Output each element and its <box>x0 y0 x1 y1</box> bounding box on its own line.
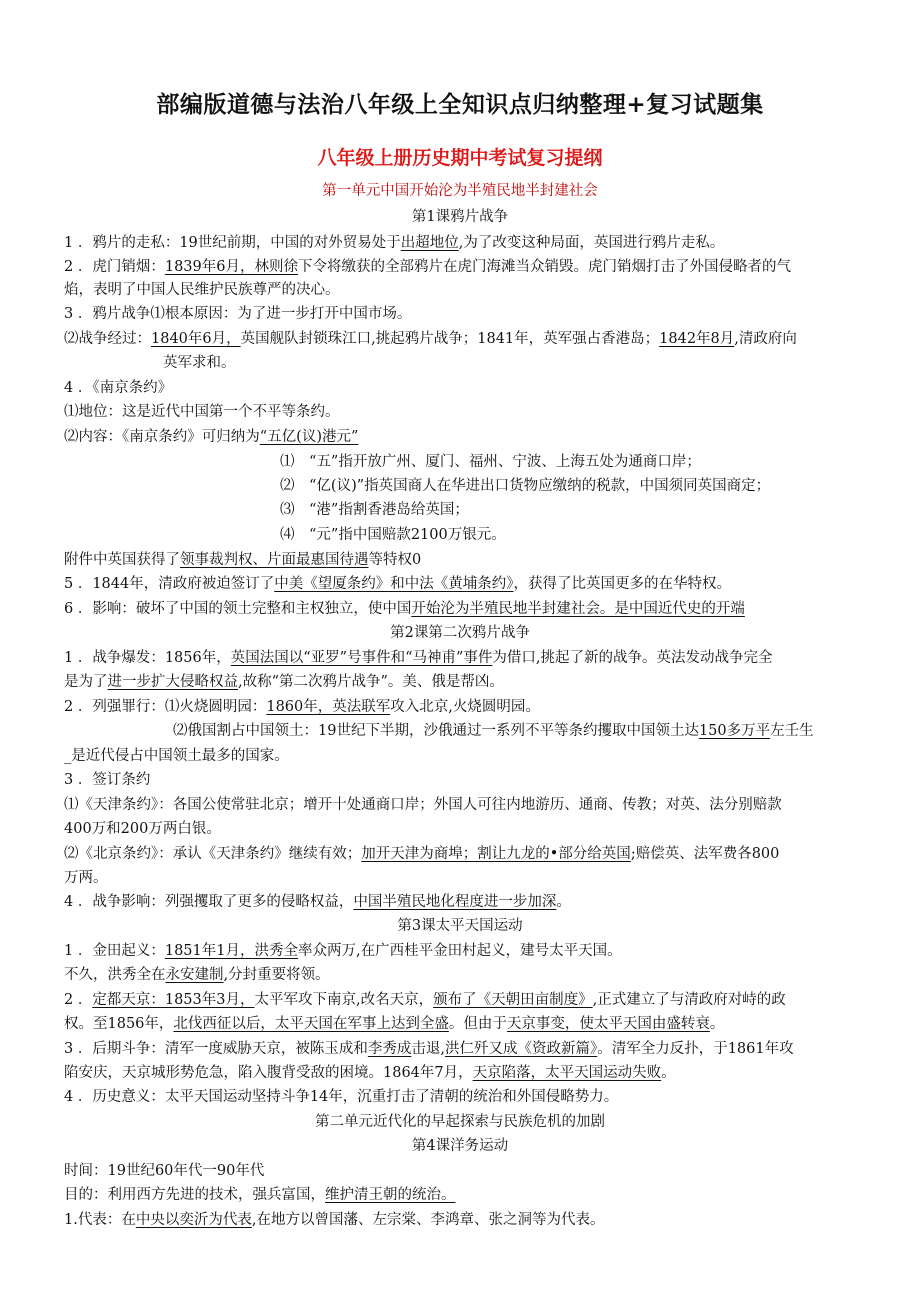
list-item: ⑵ “亿(议)”指英国商人在华进出口货物应缴纳的税款，中国须同英国商定； <box>280 478 771 494</box>
paragraph-line: 权。至1856年，北伐西征以后，太平天国在军事上达到全盛。但由于天京事变，使太平天国由盛转衰。 <box>64 1016 725 1032</box>
paragraph-line: 1.代表：在中央以奕沂为代表,在地方以曾国藩、左宗棠、李鸿章、张之洞等为代表。 <box>64 1212 605 1228</box>
list-item: ⑶ “港”指割香港岛给英国； <box>280 502 469 518</box>
paragraph-line: 4 ．历史意义：太平天国运动坚持斗争14年，沉重打击了清朝的统治和外国侵略势力。 <box>64 1089 619 1105</box>
paragraph-line: 2 ．定都天京：1853年3月，太平军攻下南京,改名天京，颁布了《天朝田亩制度》,正式建立了与清政府对峙的政 <box>64 992 786 1008</box>
paragraph-line: 3 ．后期斗争：清军一度威胁天京，被陈玉成和李秀成击退,洪仁歼又成《资政新篇》。清军全力反扑，于1861年攻 <box>64 1041 794 1057</box>
list-item: ⑷ “元”指中国赔款2100万银元。 <box>280 527 506 543</box>
paragraph-line: 2 ．虎门销烟：1839年6月，林则徐下令将缴获的全部鸦片在虎门海滩当众销毁。虎门销烟打击了外国侵略者的气 <box>64 259 791 275</box>
paragraph-line: 时间：19世纪60年代一90年代 <box>64 1163 265 1179</box>
paragraph-line: 焰，表明了中国人民维护民族尊严的决心。 <box>64 282 340 298</box>
outline-title: 八年级上册历史期中考试复习提纲 <box>317 147 603 169</box>
paragraph-line: 400万和200万两白银。 <box>64 821 221 837</box>
paragraph-line: 1 ．鸦片的走私：19世纪前期，中国的对外贸易处于出超地位,为了改变这种局面，英国进行鸦片走私。 <box>64 235 725 251</box>
paragraph-line: 5 ．1844年，清政府被迫签订了中美《望厦条约》和中法《黄埔条约》，获得了比英国更多的在华特权。 <box>64 576 731 592</box>
list-item: ⑴ “五”指开放广州、厦门、福州、宁波、上海五处为通商口岸； <box>280 454 701 470</box>
paragraph-line: ⑵内容：《南京条约》可归纳为“五亿(议)港元” <box>64 429 359 445</box>
lesson-heading: 第4课洋务运动 <box>411 1138 509 1154</box>
unit-heading: 第二单元近代化的早起探索与民族危机的加剧 <box>315 1114 605 1130</box>
paragraph-line: 英军求和。 <box>163 355 236 371</box>
paragraph-line: 2 ．列强罪行：⑴火烧圆明园：1860年，英法联军攻入北京,火烧圆明园。 <box>64 699 540 715</box>
paragraph-line: 附件中英国获得了领事裁判权、片面最惠国待遇等特权0 <box>64 552 422 568</box>
paragraph-line: _是近代侵占中国领土最多的国家。 <box>64 748 289 764</box>
paragraph-line: ⑵战争经过：1840年6月，英国舰队封锁珠江口,挑起鸦片战争；1841年，英军强占香港岛；1842年8月,清政府向 <box>64 331 797 347</box>
paragraph-line: ⑵《北京条约》：承认《天津条约》继续有效；加开天津为商埠；割让九龙的•部分给英国;赔偿英、法军费各800 <box>64 846 780 862</box>
paragraph-line: 4 ．《南京条约》 <box>64 380 173 396</box>
paragraph-line: 是为了进一步扩大侵略权益,故称“第二次鸦片战争”。美、俄是帮凶。 <box>64 674 504 690</box>
paragraph-line: 6 ．影响：破坏了中国的领土完整和主权独立，使中国开始沦为半殖民地半封建社会。是中国近代史的开端 <box>64 601 745 617</box>
lesson-heading: 第1课鸦片战争 <box>411 209 509 225</box>
paragraph-line: 1 ．战争爆发：1856年，英国法国以“亚罗”号事件和“马神甫”事件为借口,挑起了新的战争。英法发动战争完全 <box>64 650 773 666</box>
paragraph-line: 陷安庆，天京城形势危急，陷入腹背受敌的困境。1864年7月，天京陷落，太平天国运动失败。 <box>64 1065 676 1081</box>
unit-heading: 第一单元中国开始沦为半殖民地半封建社会 <box>322 183 598 199</box>
paragraph-line: 1 ．金田起义：1851年1月，洪秀全率众两万,在广西桂平金田村起义，建号太平天国。 <box>64 943 622 959</box>
paragraph-line: 不久，洪秀全在永安建制,分封重要将领。 <box>64 967 330 983</box>
paragraph-line: 目的：利用西方先进的技术，强兵富国，维护清王朝的统治。 <box>64 1187 456 1203</box>
paragraph-line: ⑴《天津条约》：各国公使常驻北京；增开十处通商口岸；外国人可往内地游历、通商、传教；对英、法分别赔款 <box>64 797 782 813</box>
lesson-heading: 第2课第二次鸦片战争 <box>390 625 530 641</box>
paragraph-line: ⑴地位：这是近代中国第一个不平等条约。 <box>64 404 340 420</box>
lesson-heading: 第3课太平天国运动 <box>397 918 523 934</box>
paragraph-line: 万两。 <box>64 870 108 886</box>
paragraph-line: 3 ．签订条约 <box>64 772 151 788</box>
paragraph-line: 3 ．鸦片战争⑴根本原因：为了进一步打开中国市场。 <box>64 306 412 322</box>
document-title: 部编版道德与法治八年级上全知识点归纳整理+复习试题集 <box>156 92 764 118</box>
paragraph-line: 4 ．战争影响：列强攫取了更多的侵略权益，中国半殖民地化程度进一步加深。 <box>64 894 571 910</box>
paragraph-line: ⑵俄国割占中国领土：19世纪下半期，沙俄通过一系列不平等条约攫取中国领土达150多万平左壬生 <box>173 723 814 739</box>
